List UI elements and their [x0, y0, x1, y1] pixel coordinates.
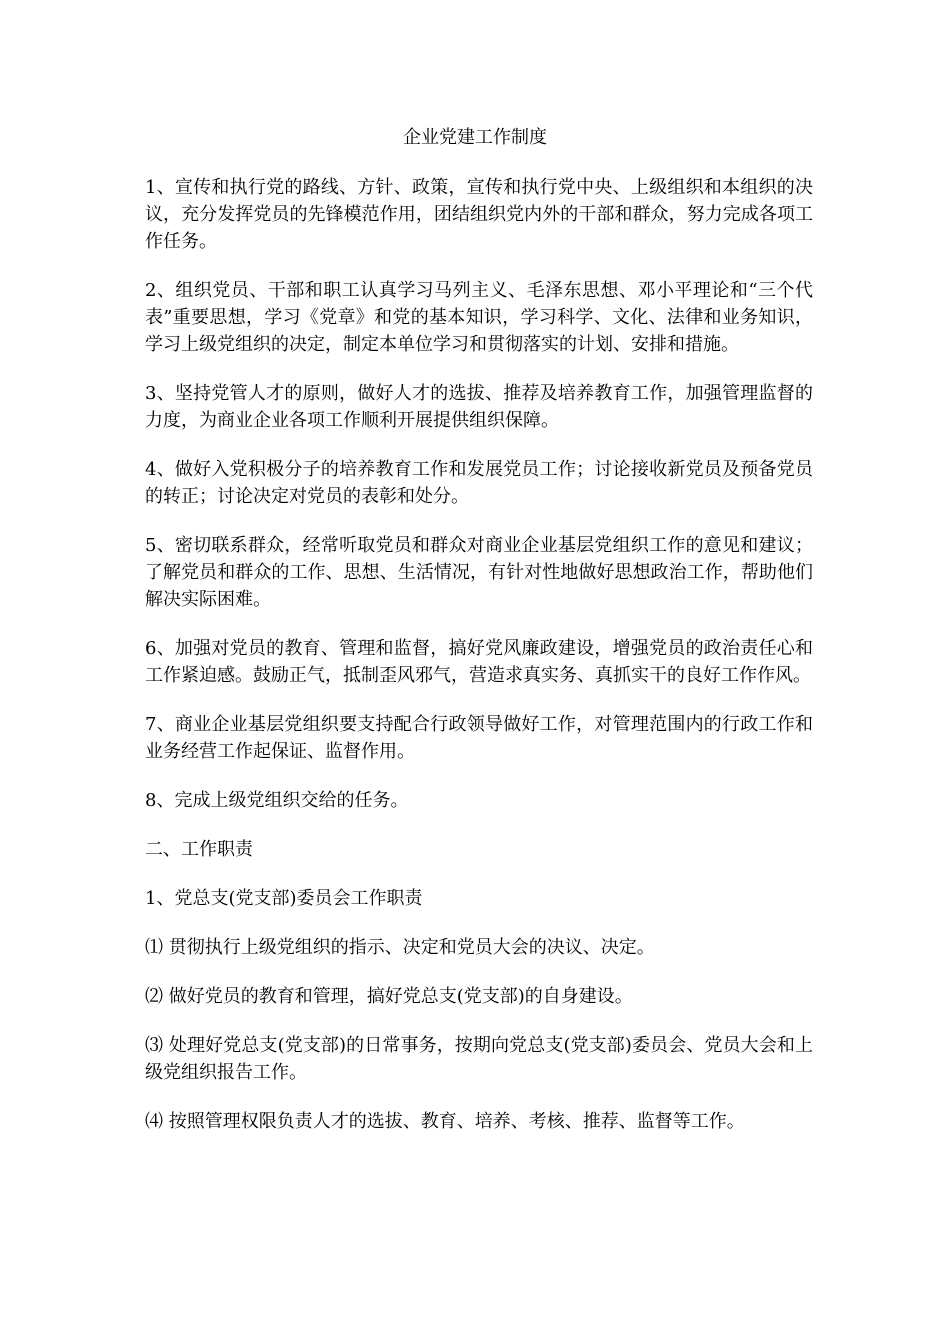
document-body	[145, 174, 813, 1157]
paragraph-6: 6、加强对党员的教育、管理和监督，搞好党风廉政建设，增强党员的政治责任心和工作紧迫感。鼓励正气，抵制歪风邪气，营造求真实务、真抓实干的良好工作作风。	[145, 638, 813, 686]
paragraph-5: 5、密切联系群众，经常听取党员和群众对商业企业基层党组织工作的意见和建议；了解党员和群众的工作、思想、生活情况，有针对性地做好思想政治工作，帮助他们解决实际困难。	[145, 535, 813, 610]
paragraph-2: 2、组织党员、干部和职工认真学习马列主义、毛泽东思想、邓小平理论和“三个代表”重要思想，学习《党章》和党的基本知识，学习科学、文化、法律和业务知识，学习上级党组织的决定，制定本单位学习和贯彻落实的计划、安排和措施。	[145, 280, 813, 355]
subsection-heading-committee: 1、党总支(党支部)委员会工作职责	[145, 888, 423, 909]
document-title: 企业党建工作制度	[403, 127, 547, 148]
paragraph-8: 8、完成上级党组织交给的任务。	[145, 790, 409, 811]
paragraph-1: 1、宣传和执行党的路线、方针、政策，宣传和执行党中央、上级组织和本组织的决议，充分发挥党员的先锋模范作用，团结组织党内外的干部和群众，努力完成各项工作任务。	[145, 177, 813, 252]
paragraph-4: 4、做好入党积极分子的培养教育工作和发展党员工作；讨论接收新党员及预备党员的转正；讨论决定对党员的表彰和处分。	[145, 459, 813, 507]
duty-item-1: ⑴ 贯彻执行上级党组织的指示、决定和党员大会的决议、决定。	[145, 937, 655, 958]
paragraph-3: 3、坚持党管人才的原则，做好人才的选拔、推荐及培养教育工作，加强管理监督的力度，为商业企业各项工作顺利开展提供组织保障。	[145, 383, 813, 431]
section-heading-duties: 二、工作职责	[145, 839, 253, 860]
duty-item-3: ⑶ 处理好党总支(党支部)的日常事务，按期向党总支(党支部)委员会、党员大会和上级党组织报告工作。	[145, 1035, 813, 1083]
duty-item-4: ⑷ 按照管理权限负责人才的选拔、教育、培养、考核、推荐、监督等工作。	[145, 1111, 745, 1132]
duty-item-2: ⑵ 做好党员的教育和管理，搞好党总支(党支部)的自身建设。	[145, 986, 633, 1007]
paragraph-7: 7、商业企业基层党组织要支持配合行政领导做好工作，对管理范围内的行政工作和业务经营工作起保证、监督作用。	[145, 714, 813, 762]
